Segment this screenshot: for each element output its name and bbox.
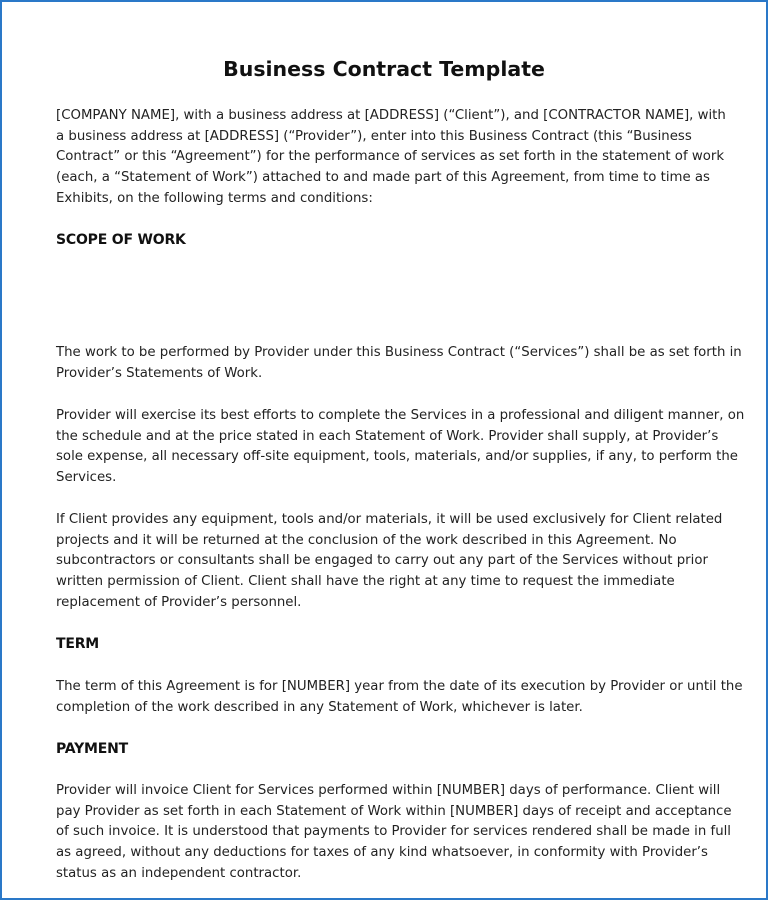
payment-heading: PAYMENT	[56, 741, 128, 757]
intro-line: (each, a “Statement of Work”) attached to and made part of this Agreement, from time to time as	[56, 170, 710, 186]
payment-line: Provider will invoice Client for Services performed within [NUMBER] days of performance. Client will	[56, 783, 721, 798]
term-paragraph	[56, 677, 746, 718]
term-line: The term of this Agreement is for [NUMBER] year from the date of its execution by Provider or until the	[56, 679, 743, 694]
document-title: Business Contract Template	[223, 57, 545, 81]
scope-paragraph-1	[56, 343, 746, 384]
scope-p3-line: written permission of Client. Client shall have the right at any time to request the immediate	[56, 574, 675, 590]
scope-paragraph-3	[56, 510, 746, 613]
scope-p2-line: the schedule and at the price stated in each Statement of Work. Provider shall supply, at Provider’s	[56, 428, 719, 444]
scope-p3-line: replacement of Provider’s personnel.	[56, 594, 302, 610]
scope-p2-line: Services.	[56, 470, 117, 486]
intro-paragraph	[56, 106, 746, 209]
payment-line: of such invoice. It is understood that payments to Provider for services rendered shall be made in full	[56, 824, 732, 840]
scope-p3-line: If Client provides any equipment, tools and/or materials, it will be used exclusively for Client related	[56, 512, 723, 527]
payment-line: as agreed, without any deductions for taxes of any kind whatsoever, in conformity with Provider’s	[56, 845, 708, 861]
term-line: completion of the work described in any Statement of Work, whichever is later.	[56, 699, 583, 715]
scope-p3-line: projects and it will be returned at the conclusion of the work described in this Agreement. No	[56, 532, 677, 548]
scope-p2-line: sole expense, all necessary off-site equipment, tools, materials, and/or supplies, if any, to perform the	[56, 449, 738, 465]
intro-line: Contract” or this “Agreement”) for the performance of services as set forth in the statement of work	[56, 149, 725, 165]
term-heading: TERM	[56, 636, 100, 652]
intro-line: [COMPANY NAME], with a business address at [ADDRESS] (“Client”), and [CONTRACTOR NAME], with	[56, 108, 726, 123]
payment-line: status as an independent contractor.	[56, 865, 302, 881]
payment-line: pay Provider as set forth in each Statement of Work within [NUMBER] days of receipt and acceptance	[56, 803, 732, 819]
scope-of-work-heading: SCOPE OF WORK	[56, 232, 186, 248]
scope-paragraph-2	[56, 406, 746, 489]
scope-p1-line: Provider’s Statements of Work.	[56, 365, 263, 381]
scope-p1-line: The work to be performed by Provider under this Business Contract (“Services”) shall be as set forth in	[56, 345, 742, 360]
intro-line: a business address at [ADDRESS] (“Provider”), enter into this Business Contract (this “Business	[56, 128, 692, 144]
scope-p3-line: subcontractors or consultants shall be engaged to carry out any part of the Services without prior	[56, 553, 708, 569]
scope-p2-line: Provider will exercise its best efforts to complete the Services in a professional and diligent manner, on	[56, 408, 745, 423]
intro-line: Exhibits, on the following terms and conditions:	[56, 190, 373, 206]
payment-paragraph	[56, 781, 746, 884]
